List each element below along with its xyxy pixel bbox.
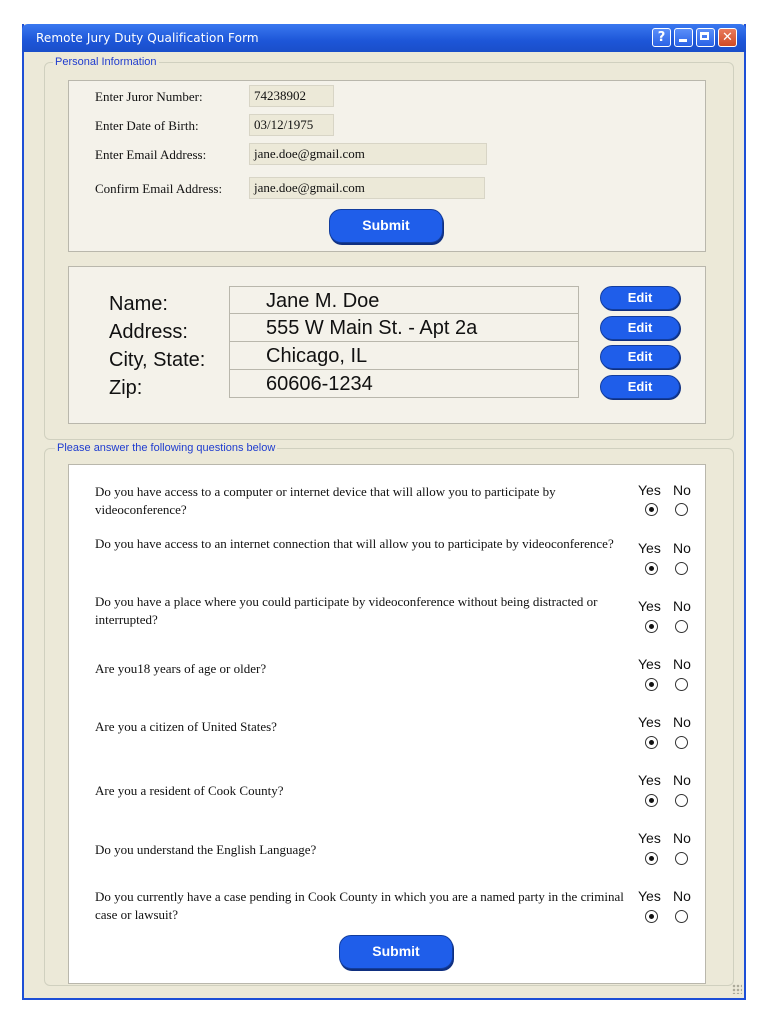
address-label: Address: bbox=[109, 321, 188, 343]
city-state-value: Chicago, IL bbox=[229, 342, 579, 370]
city-state-label: City, State: bbox=[109, 349, 206, 371]
no-radio[interactable] bbox=[675, 852, 688, 865]
no-label: No bbox=[673, 830, 691, 846]
name-value: Jane M. Doe bbox=[229, 286, 579, 314]
yes-label: Yes bbox=[638, 830, 661, 846]
window-title: Remote Jury Duty Qualification Form bbox=[36, 31, 259, 45]
yes-radio[interactable] bbox=[645, 736, 658, 749]
yes-label: Yes bbox=[638, 772, 661, 788]
date-of-birth-input[interactable]: 03/12/1975 bbox=[249, 114, 334, 136]
yes-label: Yes bbox=[638, 714, 661, 730]
no-radio[interactable] bbox=[675, 562, 688, 575]
close-button[interactable] bbox=[718, 28, 737, 47]
zip-value: 60606-1234 bbox=[229, 370, 579, 398]
question-text: Do you have access to an internet connection that will allow you to participate by videoconference? bbox=[95, 536, 614, 551]
no-label: No bbox=[673, 482, 691, 498]
confirm-email-label: Confirm Email Address: bbox=[95, 181, 223, 196]
no-radio[interactable] bbox=[675, 620, 688, 633]
yes-radio[interactable] bbox=[645, 678, 658, 691]
question-text: Are you a citizen of United States? bbox=[95, 719, 277, 734]
confirm-email-input[interactable]: jane.doe@gmail.com bbox=[249, 177, 485, 199]
no-radio[interactable] bbox=[675, 910, 688, 923]
no-label: No bbox=[673, 714, 691, 730]
question-text: Do you have a place where you could participate by videoconference without being distracted or interrupted? bbox=[95, 594, 598, 627]
zip-label: Zip: bbox=[109, 377, 143, 399]
address-value: 555 W Main St. - Apt 2a bbox=[229, 314, 579, 342]
edit-city-state-button[interactable]: Edit bbox=[600, 345, 680, 369]
personal-info-panel bbox=[68, 80, 706, 252]
yes-label: Yes bbox=[638, 888, 661, 904]
questions-submit-button[interactable]: Submit bbox=[339, 935, 453, 969]
no-label: No bbox=[673, 540, 691, 556]
name-label: Name: bbox=[109, 293, 168, 315]
question-text: Do you understand the English Language? bbox=[95, 842, 317, 857]
yes-radio[interactable] bbox=[645, 794, 658, 807]
no-radio[interactable] bbox=[675, 678, 688, 691]
yes-radio[interactable] bbox=[645, 562, 658, 575]
yes-radio[interactable] bbox=[645, 503, 658, 516]
yes-label: Yes bbox=[638, 540, 661, 556]
no-label: No bbox=[673, 656, 691, 672]
email-label: Enter Email Address: bbox=[95, 147, 207, 162]
personal-information-legend: Personal Information bbox=[55, 56, 157, 68]
no-radio[interactable] bbox=[675, 794, 688, 807]
yes-label: Yes bbox=[638, 656, 661, 672]
minimize-button[interactable] bbox=[674, 28, 693, 47]
date-of-birth-label: Enter Date of Birth: bbox=[95, 118, 199, 133]
question-text: Do you currently have a case pending in Cook County in which you are a named party in the criminal case or lawsuit? bbox=[95, 889, 624, 922]
no-label: No bbox=[673, 598, 691, 614]
maximize-button[interactable] bbox=[696, 28, 715, 47]
no-radio[interactable] bbox=[675, 503, 688, 516]
question-text: Are you18 years of age or older? bbox=[95, 661, 267, 676]
no-label: No bbox=[673, 772, 691, 788]
email-input[interactable]: jane.doe@gmail.com bbox=[249, 143, 487, 165]
yes-radio[interactable] bbox=[645, 620, 658, 633]
question-text: Do you have access to a computer or internet device that will allow you to participate by videoconference? bbox=[95, 484, 556, 517]
personal-submit-button[interactable]: Submit bbox=[329, 209, 443, 243]
yes-radio[interactable] bbox=[645, 852, 658, 865]
juror-number-input[interactable]: 74238902 bbox=[249, 85, 334, 107]
yes-radio[interactable] bbox=[645, 910, 658, 923]
resize-grip-icon[interactable] bbox=[732, 984, 742, 994]
no-label: No bbox=[673, 888, 691, 904]
question-text: Are you a resident of Cook County? bbox=[95, 783, 284, 798]
edit-address-button[interactable]: Edit bbox=[600, 316, 680, 340]
questions-legend: Please answer the following questions below bbox=[57, 442, 276, 454]
juror-number-label: Enter Juror Number: bbox=[95, 89, 203, 104]
title-bar[interactable] bbox=[22, 24, 746, 52]
yes-label: Yes bbox=[638, 482, 661, 498]
close-icon: ✕ bbox=[722, 30, 733, 45]
no-radio[interactable] bbox=[675, 736, 688, 749]
edit-zip-button[interactable]: Edit bbox=[600, 375, 680, 399]
yes-label: Yes bbox=[638, 598, 661, 614]
help-button[interactable]: ? bbox=[652, 28, 671, 47]
edit-name-button[interactable]: Edit bbox=[600, 286, 680, 310]
